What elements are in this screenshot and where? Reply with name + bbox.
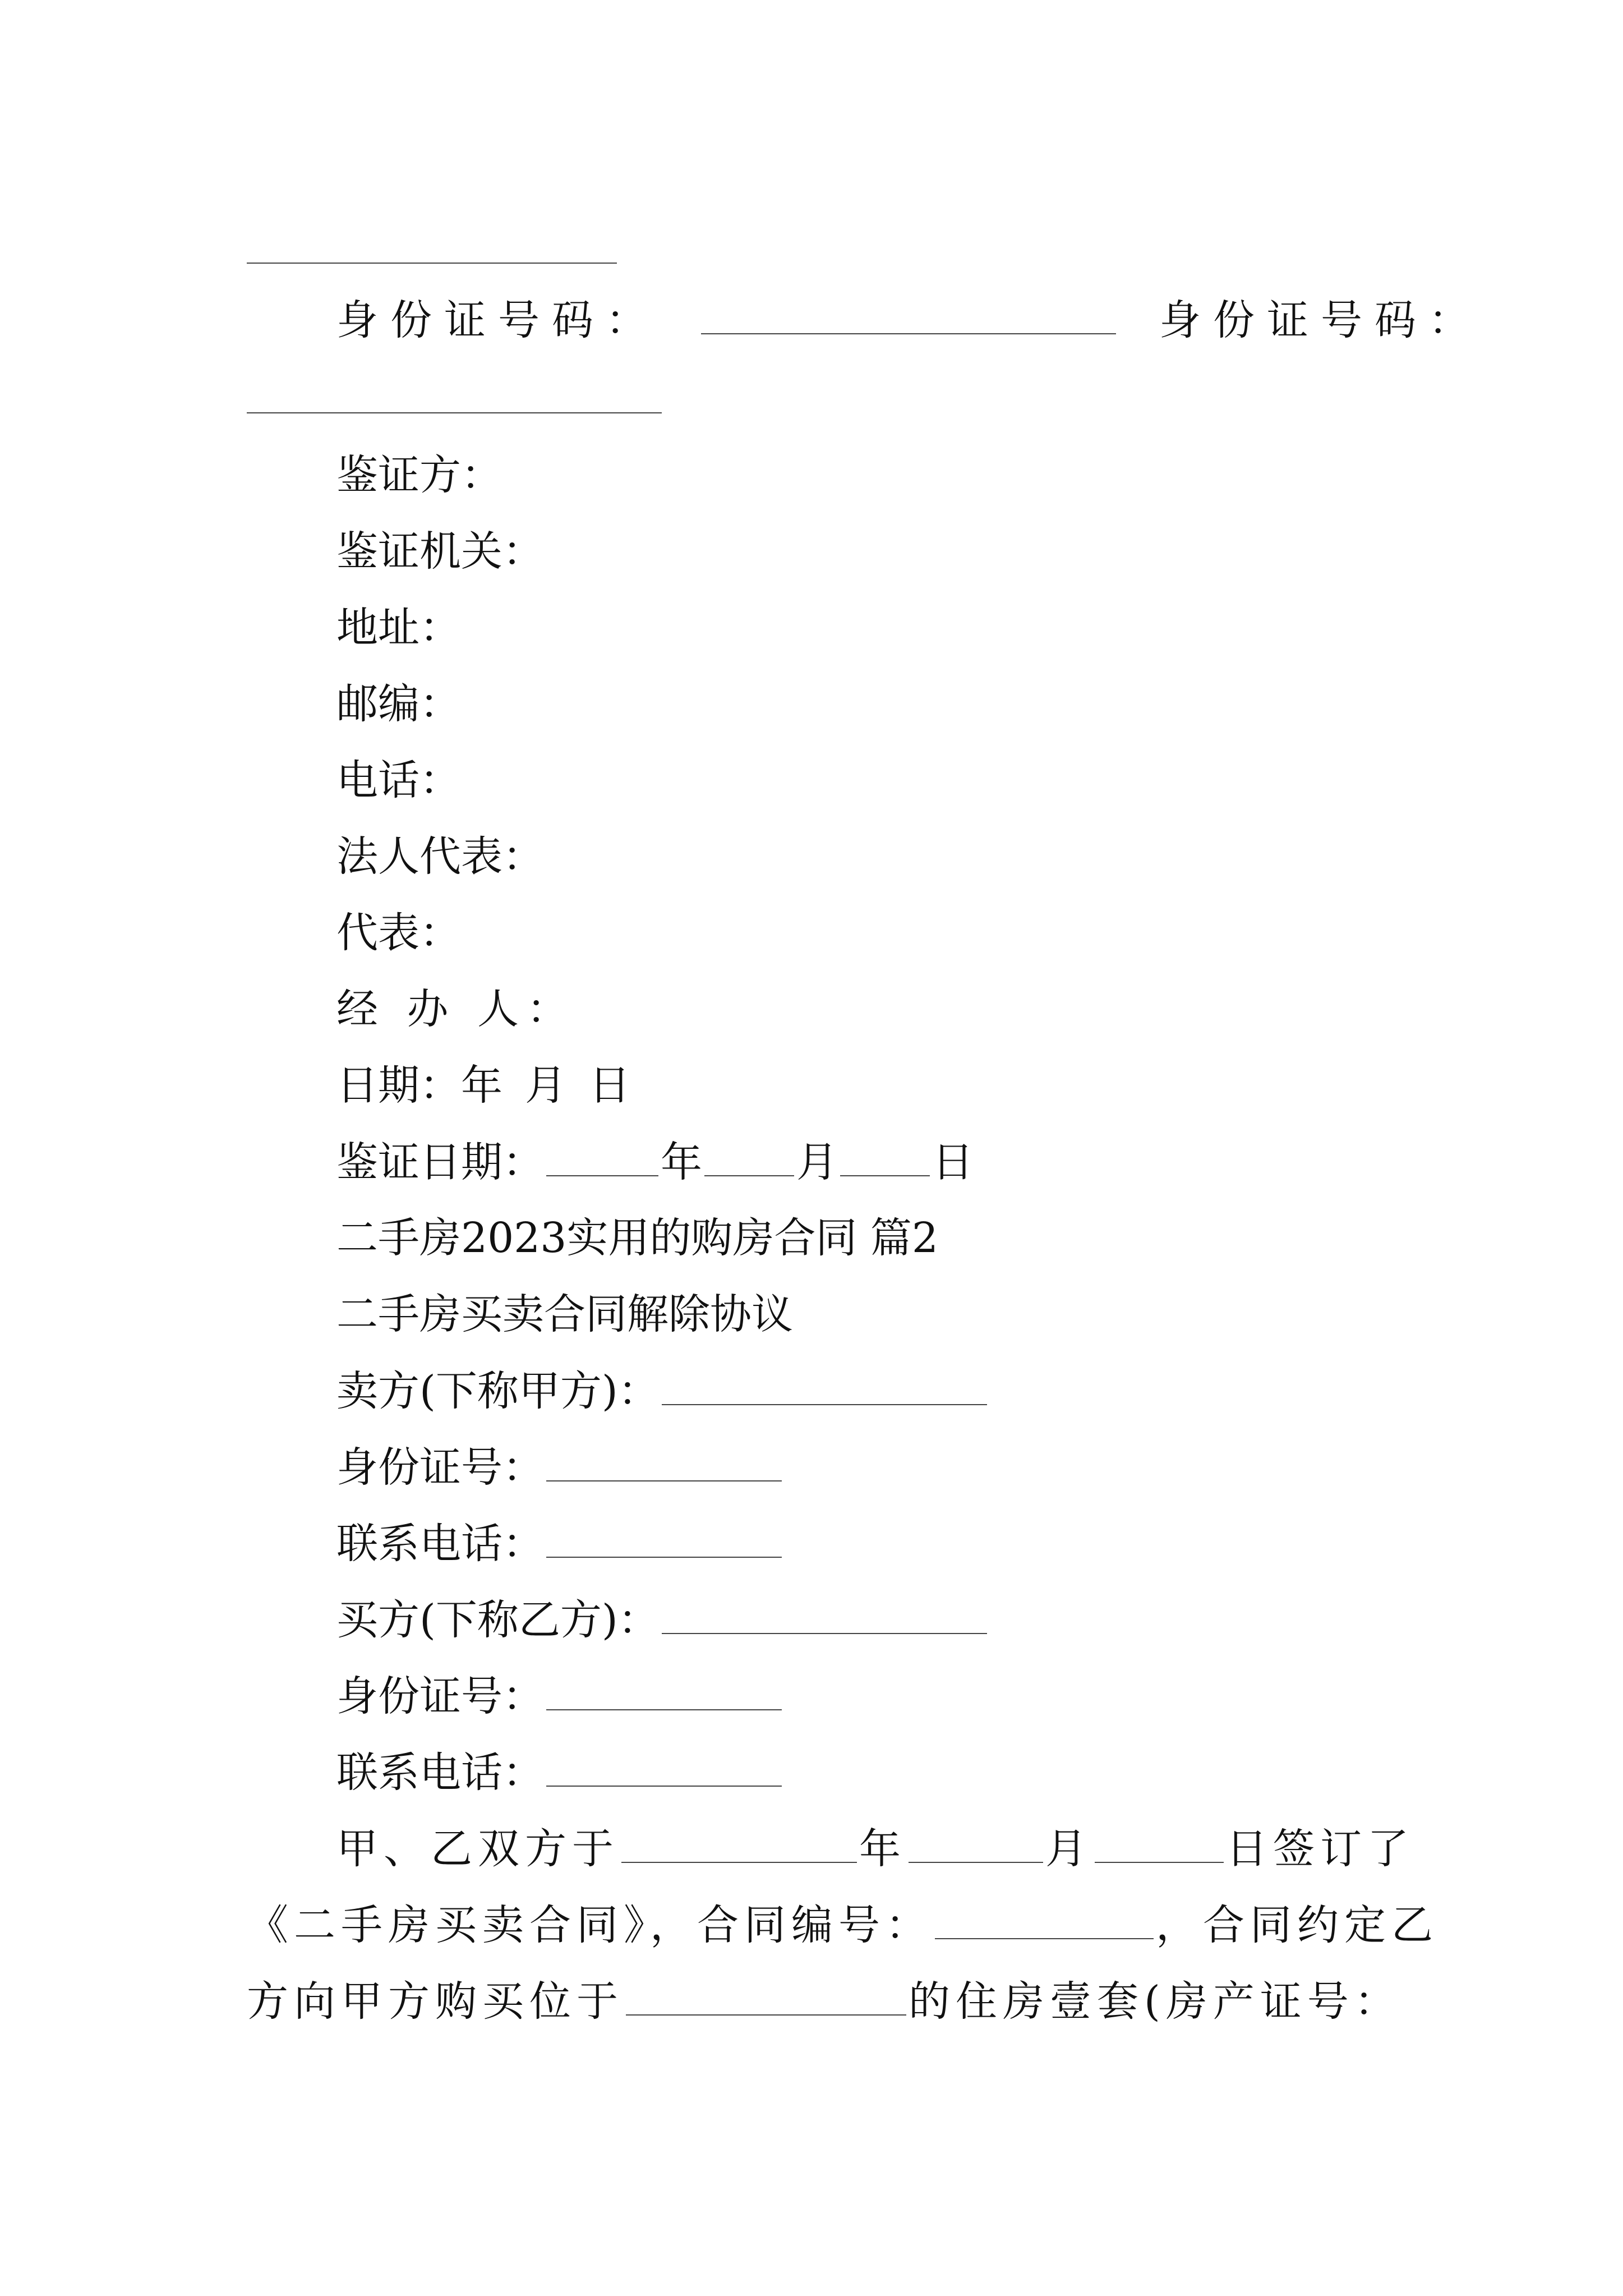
notary-date-year: 年 — [661, 1138, 702, 1186]
seller-phone-blank — [546, 1515, 782, 1558]
seller-line — [336, 1363, 989, 1419]
body-p1-month: 月 — [1045, 1825, 1092, 1873]
body-line-2 — [247, 1897, 1438, 1953]
signature-id-row — [336, 292, 1482, 348]
notary-handler-line: 经 办 人： — [336, 985, 577, 1033]
buyer-id-blank — [546, 1668, 782, 1710]
body-p1-year-blank — [621, 1820, 857, 1863]
section-heading: 二手房2023实用的购房合同 篇2 — [336, 1214, 938, 1262]
body-location-blank — [626, 1973, 906, 2016]
id-number-blank-left — [701, 292, 1116, 334]
body-p2-tail: ，合同约定乙 — [1156, 1901, 1438, 1949]
notary-date-month-blank — [704, 1134, 794, 1176]
seller-phone-label: 联系电话： — [336, 1520, 544, 1568]
body-line-3 — [247, 1973, 1401, 2029]
notary-legal-rep-line: 法人代表： — [336, 832, 544, 881]
buyer-id-line — [336, 1668, 784, 1724]
seller-id-blank — [546, 1439, 782, 1481]
date-day: 日 — [589, 1061, 630, 1110]
buyer-id-label: 身份证号： — [336, 1672, 544, 1720]
body-p1-intro: 甲、乙双方于 — [336, 1825, 619, 1873]
notary-party-line: 鉴证方： — [336, 451, 502, 499]
buyer-phone-line — [336, 1744, 784, 1800]
body-p3-intro: 方向甲方购买位于 — [247, 1977, 624, 2026]
body-p1-day-blank — [1095, 1820, 1224, 1863]
notary-date-year-blank — [546, 1134, 658, 1176]
body-p1-year: 年 — [859, 1825, 906, 1873]
buyer-line — [336, 1591, 989, 1648]
seller-label: 卖方(下称甲方)： — [336, 1367, 660, 1415]
body-p1-day: 日签订了 — [1226, 1825, 1414, 1873]
notary-date-month: 月 — [796, 1138, 838, 1186]
notary-address-line: 地址： — [336, 604, 461, 652]
body-contract-number-blank — [935, 1897, 1154, 1939]
buyer-phone-label: 联系电话： — [336, 1749, 544, 1797]
buyer-label: 买方(下称乙方)： — [336, 1596, 660, 1644]
body-line-1 — [336, 1820, 1414, 1876]
buyer-phone-blank — [546, 1744, 782, 1787]
id-number-label-left: 身份证号码： — [336, 296, 660, 344]
notary-postcode-line: 邮编： — [336, 680, 461, 728]
notary-date-label: 鉴证日期： — [336, 1138, 544, 1186]
signature-underline-bottom — [247, 412, 662, 413]
seller-id-label: 身份证号： — [336, 1443, 544, 1492]
notary-authority-line: 鉴证机关： — [336, 527, 544, 576]
notary-date-line — [336, 1057, 630, 1114]
body-p3-tail: 的住房壹套(房产证号： — [909, 1977, 1401, 2026]
id-number-label-right: 身份证号码： — [1159, 296, 1483, 344]
body-p2-intro: 《二手房买卖合同》，合同编号： — [247, 1901, 933, 1949]
notary-phone-line: 电话： — [336, 756, 461, 804]
notary-representative-line: 代表： — [336, 909, 461, 957]
body-p1-month-blank — [909, 1820, 1043, 1863]
date-year: 年 — [461, 1061, 502, 1110]
date-label: 日期： — [336, 1061, 461, 1110]
signature-underline-top — [247, 263, 617, 264]
date-month: 月 — [525, 1061, 566, 1110]
notary-date-day: 日 — [932, 1138, 974, 1186]
seller-name-blank — [662, 1363, 987, 1405]
notary-date-day-blank — [840, 1134, 930, 1176]
agreement-title: 二手房买卖合同解除协议 — [336, 1290, 793, 1338]
buyer-name-blank — [662, 1591, 987, 1634]
seller-id-line — [336, 1439, 784, 1495]
seller-phone-line — [336, 1515, 784, 1571]
notary-sign-date-line — [336, 1134, 974, 1190]
